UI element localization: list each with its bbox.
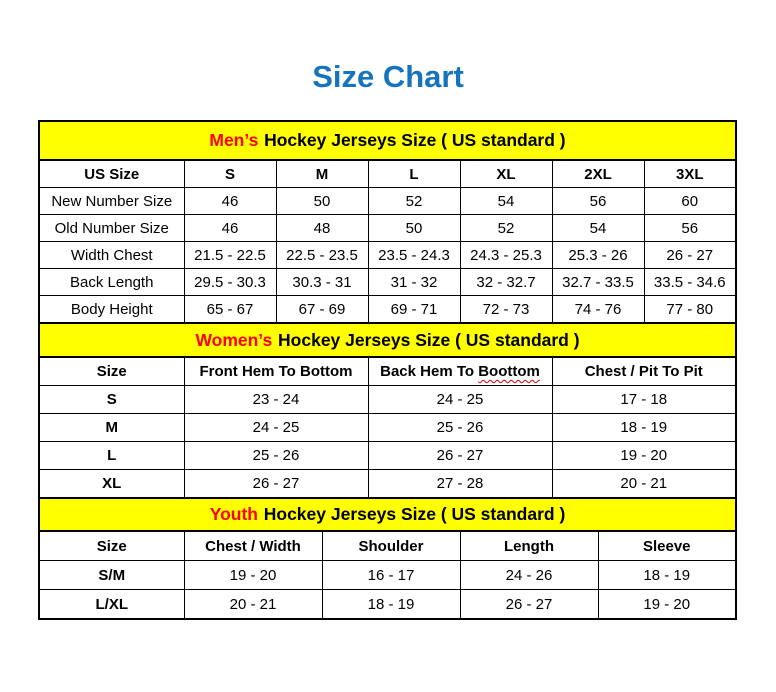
column-header: L bbox=[368, 160, 460, 188]
size-value-cell: 24 - 25 bbox=[184, 414, 368, 442]
column-header: Size bbox=[39, 357, 184, 386]
size-value-cell: 16 - 17 bbox=[322, 561, 460, 590]
size-value-cell: 26 - 27 bbox=[644, 242, 736, 269]
column-header: Size bbox=[39, 531, 184, 561]
size-tables bbox=[38, 120, 737, 620]
size-value-cell: 46 bbox=[184, 188, 276, 215]
column-header: Front Hem To Bottom bbox=[184, 357, 368, 386]
size-value-cell: 18 - 19 bbox=[322, 590, 460, 620]
table-row bbox=[39, 386, 736, 414]
column-header: Chest / Width bbox=[184, 531, 322, 561]
column-header: Shoulder bbox=[322, 531, 460, 561]
table-row bbox=[39, 242, 736, 269]
size-value-cell: 33.5 - 34.6 bbox=[644, 269, 736, 296]
column-header: M bbox=[276, 160, 368, 188]
table-row bbox=[39, 561, 736, 590]
row-label: S/M bbox=[39, 561, 184, 590]
size-value-cell: 19 - 20 bbox=[552, 442, 736, 470]
table-row bbox=[39, 470, 736, 499]
column-header: 2XL bbox=[552, 160, 644, 188]
size-value-cell: 77 - 80 bbox=[644, 296, 736, 324]
womens-band-row bbox=[39, 323, 736, 357]
row-label: L bbox=[39, 442, 184, 470]
size-value-cell: 31 - 32 bbox=[368, 269, 460, 296]
table-row bbox=[39, 442, 736, 470]
mens-band-highlight: Men’s bbox=[209, 130, 259, 150]
size-value-cell: 52 bbox=[368, 188, 460, 215]
size-value-cell: 19 - 20 bbox=[184, 561, 322, 590]
row-label: Old Number Size bbox=[39, 215, 184, 242]
size-value-cell: 46 bbox=[184, 215, 276, 242]
size-value-cell: 19 - 20 bbox=[598, 590, 736, 620]
size-value-cell: 72 - 73 bbox=[460, 296, 552, 324]
size-value-cell: 50 bbox=[368, 215, 460, 242]
womens-size-table bbox=[38, 322, 737, 499]
size-value-cell: 56 bbox=[644, 215, 736, 242]
size-value-cell: 20 - 21 bbox=[184, 590, 322, 620]
size-value-cell: 32.7 - 33.5 bbox=[552, 269, 644, 296]
size-value-cell: 24 - 26 bbox=[460, 561, 598, 590]
size-value-cell: 67 - 69 bbox=[276, 296, 368, 324]
womens-header-row bbox=[39, 357, 736, 386]
youth-header-row bbox=[39, 531, 736, 561]
row-label: Body Height bbox=[39, 296, 184, 324]
size-value-cell: 54 bbox=[552, 215, 644, 242]
size-value-cell: 27 - 28 bbox=[368, 470, 552, 499]
column-header: US Size bbox=[39, 160, 184, 188]
size-value-cell: 50 bbox=[276, 188, 368, 215]
row-label: Width Chest bbox=[39, 242, 184, 269]
row-label: L/XL bbox=[39, 590, 184, 620]
table-row bbox=[39, 590, 736, 620]
size-value-cell: 25 - 26 bbox=[184, 442, 368, 470]
size-value-cell: 18 - 19 bbox=[598, 561, 736, 590]
row-label: S bbox=[39, 386, 184, 414]
mens-band-text: Hockey Jerseys Size ( US standard ) bbox=[264, 130, 566, 150]
size-value-cell: 26 - 27 bbox=[368, 442, 552, 470]
size-value-cell: 26 - 27 bbox=[460, 590, 598, 620]
mens-size-table bbox=[38, 120, 737, 324]
size-value-cell: 21.5 - 22.5 bbox=[184, 242, 276, 269]
table-row bbox=[39, 188, 736, 215]
column-header: S bbox=[184, 160, 276, 188]
size-value-cell: 24.3 - 25.3 bbox=[460, 242, 552, 269]
youth-band-text: Hockey Jerseys Size ( US standard ) bbox=[263, 504, 566, 524]
youth-band-highlight: Youth bbox=[209, 504, 258, 524]
womens-band-text: Hockey Jerseys Size ( US standard ) bbox=[278, 329, 580, 350]
row-label: Back Length bbox=[39, 269, 184, 296]
mens-band-title bbox=[39, 121, 736, 160]
size-value-cell: 23 - 24 bbox=[184, 386, 368, 414]
size-value-cell: 48 bbox=[276, 215, 368, 242]
column-header: Chest / Pit To Pit bbox=[552, 357, 736, 386]
size-value-cell: 22.5 - 23.5 bbox=[276, 242, 368, 269]
size-value-cell: 23.5 - 24.3 bbox=[368, 242, 460, 269]
youth-band-row bbox=[39, 498, 736, 531]
row-label: New Number Size bbox=[39, 188, 184, 215]
size-value-cell: 74 - 76 bbox=[552, 296, 644, 324]
size-value-cell: 26 - 27 bbox=[184, 470, 368, 499]
size-value-cell: 20 - 21 bbox=[552, 470, 736, 499]
youth-band-title bbox=[39, 498, 736, 531]
womens-band-highlight: Women’s bbox=[195, 329, 273, 350]
column-header: Length bbox=[460, 531, 598, 561]
row-label: XL bbox=[39, 470, 184, 499]
size-value-cell: 60 bbox=[644, 188, 736, 215]
size-value-cell: 30.3 - 31 bbox=[276, 269, 368, 296]
size-value-cell: 54 bbox=[460, 188, 552, 215]
size-value-cell: 32 - 32.7 bbox=[460, 269, 552, 296]
column-header: 3XL bbox=[644, 160, 736, 188]
column-header-misspelled bbox=[368, 357, 552, 386]
size-value-cell: 24 - 25 bbox=[368, 386, 552, 414]
mens-header-row bbox=[39, 160, 736, 188]
page-title: Size Chart bbox=[312, 59, 464, 94]
size-value-cell: 18 - 19 bbox=[552, 414, 736, 442]
size-value-cell: 56 bbox=[552, 188, 644, 215]
youth-size-table bbox=[38, 497, 737, 620]
size-value-cell: 69 - 71 bbox=[368, 296, 460, 324]
misspelled-word: Boottom bbox=[478, 363, 540, 380]
size-value-cell: 65 - 67 bbox=[184, 296, 276, 324]
table-row bbox=[39, 269, 736, 296]
row-label: M bbox=[39, 414, 184, 442]
column-header: XL bbox=[460, 160, 552, 188]
size-value-cell: 52 bbox=[460, 215, 552, 242]
size-value-cell: 17 - 18 bbox=[552, 386, 736, 414]
size-value-cell: 29.5 - 30.3 bbox=[184, 269, 276, 296]
womens-band-title bbox=[39, 323, 736, 357]
table-row bbox=[39, 296, 736, 324]
mens-band-row bbox=[39, 121, 736, 160]
table-row bbox=[39, 215, 736, 242]
size-value-cell: 25.3 - 26 bbox=[552, 242, 644, 269]
size-value-cell: 25 - 26 bbox=[368, 414, 552, 442]
column-header: Sleeve bbox=[598, 531, 736, 561]
column-header-text: Back Hem To bbox=[380, 363, 479, 380]
table-row bbox=[39, 414, 736, 442]
